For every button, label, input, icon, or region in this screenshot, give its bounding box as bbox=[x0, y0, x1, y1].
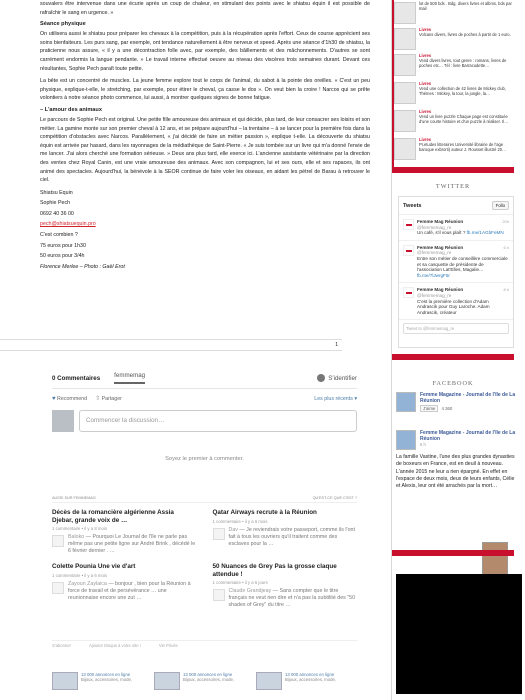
comment-input[interactable]: Commencer la discussion… bbox=[79, 410, 357, 432]
related-title[interactable]: Qatar Airways recrute à la Réunion bbox=[212, 509, 317, 516]
follow-button[interactable]: Follo bbox=[492, 201, 509, 210]
facebook-post-avatar[interactable] bbox=[396, 430, 416, 450]
sort-dropdown[interactable]: Les plus récents ▾ bbox=[314, 395, 357, 402]
empty-comments-label: Soyez le premier à commenter. bbox=[165, 456, 244, 462]
comment-snippet: — bonjour , bien pour la Réunion à force de travail et de persévérance … une reunionnaise encore une zut … bbox=[68, 580, 191, 601]
article-paragraph: On utilisera aussi le shiatsu pour préparer les chevaux à la compétition, puis à la récupération après l'effort. Ceux de course apprécient ses soins bienfaiteurs. Les purs sang, par exemple, ont tendance naturellement à être nerveux et speed. Après une séance d'1h30 de shiatsu, la praticienne nous assure, « il y a une décontraction folle avec, par exemple, des bâillements et des mâchonnements. D'autres se sont carrément endormis la langue pendante. » Le travail interne effectué oeuvre au niveau des viscères trois semaines durant. Devant ces résultantes, Sophie Pech paraît toute petite. bbox=[40, 31, 370, 72]
tweet[interactable] bbox=[399, 283, 513, 320]
tweets-label: Tweets bbox=[403, 202, 422, 209]
ad-sub: Bijoux, accessoires, mode, bbox=[81, 677, 133, 683]
related-title[interactable]: Colette Pounia Une vie d'art bbox=[52, 563, 136, 570]
tweet[interactable] bbox=[399, 241, 513, 284]
avatar bbox=[403, 219, 414, 230]
classified-item[interactable] bbox=[394, 2, 512, 24]
classified-image bbox=[394, 54, 416, 76]
tweet-time: 8 h bbox=[503, 287, 509, 293]
avatar bbox=[52, 535, 64, 547]
article-paragraph: Le parcours de Sophie Pech est original. Une petite fille amoureuse des animaux et qui décide, plus tard, de leur consacrer ses loisirs et son métier. La gamine monte sur son premier cheval à 12 ans, et se prépare aujourd'hui – la trentaine – à se lancer pour la première fois dans la compétition d'obstacles avec Narcos. Parallèlement, « j'ai décidé de faire un métier passion », explique t-elle. La découverte du shiatsu équin est arrivée par hasard, dans les rayonnages de la médiathèque de Saint-Pierre. « Je suis tombée sur un livre qui m'a donné l'envie de me lancer. J'ai alors cherché une formation sérieuse. » Deux ans plus tard, elle exerce ici. L'ancienne assistante vétérinaire par la direction des ventes chez Royal Canin, est une vraie amoureuse des animaux. Avec son compagnon, lui et ses ours, elle et ses rapaces, ils ont animé des spectacles. Aujourd'hui, la bénévole à la SEOR continue de faire voler les oiseaux, en aidant les pétrel de Barau à retrouver le ciel. bbox=[40, 116, 370, 184]
comment-snippet: — Pourquoi Le Journal de l'île ne parle pas même pas une petite ligne sur André Brink , décédé le 6 février dernier . … bbox=[68, 534, 196, 554]
comments-count: 0 Commentaires bbox=[52, 374, 101, 382]
related-title[interactable]: Décès de la romancière algérienne Assia Djebar, grande voix de … bbox=[52, 509, 174, 524]
also-right-label[interactable]: QU'EST-CE QUE C'EST ? bbox=[312, 496, 357, 500]
related-article[interactable] bbox=[213, 509, 358, 555]
ads-row bbox=[52, 672, 357, 690]
classified-image bbox=[394, 28, 416, 50]
classified-tag: Livres bbox=[419, 81, 432, 86]
classified-tag: Livres bbox=[419, 53, 432, 58]
comment-compose bbox=[52, 410, 357, 432]
recommend-button[interactable] bbox=[52, 396, 87, 402]
tweet-author[interactable]: Femme Mag Réunion bbox=[417, 287, 464, 293]
login-button[interactable] bbox=[317, 374, 357, 382]
comments-section bbox=[52, 372, 357, 462]
article-credit: Florence Merlee – Photo : Gaël Erot bbox=[40, 263, 125, 270]
recommend-label: Recommend bbox=[57, 395, 88, 402]
twitter-title: TWITTER bbox=[435, 183, 471, 190]
ad-image bbox=[256, 672, 282, 690]
tweet-time: 6 h bbox=[503, 244, 509, 250]
classified-text: Vend un livre puzzle Chaque page est constituée d'une courte histoire et d'un puzzle à réaliser. Il… bbox=[419, 113, 509, 124]
classified-image bbox=[394, 82, 416, 104]
contact-person: Sophie Pech bbox=[40, 200, 71, 207]
ad-image bbox=[52, 672, 78, 690]
facebook-post-text: La famille Vastine, l'une des plus grandes dynasties de boxeurs en France, est en deuil à nouveau. L'année 2015 ne leur a rien épargné. En effet en l'espace de deux mois, deux de leurs enfants, Célie et Alexis, leur ont été arrachés par la mort… bbox=[396, 454, 515, 490]
twitter-widget bbox=[398, 196, 514, 348]
classified-tag: Livres bbox=[419, 137, 432, 142]
avatar bbox=[403, 287, 414, 298]
tweet-handle: @femmemag_re bbox=[417, 292, 452, 298]
facebook-like-count: 4 360 bbox=[441, 406, 453, 411]
ad-item[interactable] bbox=[256, 672, 352, 690]
subscribe-link[interactable]: S'abonner bbox=[52, 643, 71, 648]
facebook-post-photo[interactable] bbox=[482, 542, 508, 576]
comments-footer bbox=[52, 640, 357, 648]
tweet-author[interactable]: Femme Mag Réunion bbox=[417, 219, 464, 224]
comments-header bbox=[52, 372, 357, 389]
classified-text: Pr.etudes litteraires Université librairie de l'age baroque exbrorti) auteur J. Rousset illustré 20… bbox=[419, 141, 507, 152]
facebook-page-image[interactable] bbox=[396, 392, 416, 412]
tweet[interactable] bbox=[399, 215, 513, 241]
avatar bbox=[52, 582, 64, 594]
tweet-compose-input[interactable]: Tweet to @femmemag_re bbox=[403, 323, 509, 334]
related-meta: 1 commentaire • il y a 8 mois bbox=[52, 526, 107, 531]
related-article[interactable] bbox=[52, 563, 197, 609]
pagination bbox=[0, 339, 342, 351]
section-heading-physique: Séance physique bbox=[40, 21, 86, 28]
classified-image bbox=[394, 138, 416, 160]
heart-icon: ♥ bbox=[52, 395, 56, 402]
page-number[interactable]: 1 bbox=[335, 342, 338, 348]
tweet-handle: @femmemag_re bbox=[417, 250, 452, 256]
article bbox=[40, 0, 370, 275]
tweet-author[interactable]: Femme Mag Réunion bbox=[417, 244, 464, 250]
login-label: S'identifier bbox=[328, 374, 357, 382]
comment-author: Claude Grandjeay bbox=[228, 588, 272, 594]
also-on-site bbox=[52, 496, 357, 609]
comment-author: Zayoun Zaylaica bbox=[68, 580, 107, 587]
ad-image bbox=[154, 672, 180, 690]
user-icon bbox=[317, 374, 325, 382]
comment-author: Dav bbox=[228, 526, 238, 533]
comments-actions bbox=[52, 395, 357, 402]
tweet-text: C'est la première collection d'Adam Andrascik pour Guy Laroche. Adam Andrascik, créateur bbox=[417, 298, 490, 315]
avatar bbox=[403, 245, 414, 256]
avatar bbox=[213, 528, 225, 540]
section-divider bbox=[392, 167, 514, 173]
facebook-page bbox=[396, 392, 518, 412]
section-divider bbox=[392, 550, 514, 556]
tweet-time: 20h bbox=[502, 219, 509, 224]
article-paragraph: souvalers être intervenue dans une écurie après un coup de chaleur, en stimulant des points avec le shiatsu équin il est possible de rafraîchir le sang en urgence. » bbox=[40, 1, 370, 16]
ad-item[interactable] bbox=[154, 672, 250, 690]
comments-site-tab[interactable]: femmemag bbox=[114, 372, 145, 384]
classified-text: Vend une collection de 42 livres de Mickey club, Thémes : Mickey, la tour, la jungle, la… bbox=[419, 85, 506, 96]
facebook-like-button[interactable]: J'aime bbox=[420, 405, 438, 412]
facebook-title: FACEBOOK bbox=[432, 380, 474, 387]
classified-item[interactable] bbox=[394, 54, 512, 76]
facebook-page-name[interactable]: Femme Magazine - Journal de l'île de La Réunion bbox=[420, 392, 516, 404]
privacy-link[interactable]: Vie Privée bbox=[158, 643, 178, 648]
tweet-handle: @femmemag_re bbox=[417, 224, 452, 230]
sort-label: Les plus récents bbox=[314, 395, 353, 402]
also-header bbox=[52, 496, 357, 503]
contact-phone: 0692 40 36 00 bbox=[40, 210, 74, 217]
facebook-post-time: 6 h bbox=[420, 442, 426, 447]
avatar bbox=[52, 410, 74, 432]
section-heading-amour: – L'amour des animaux bbox=[40, 106, 102, 113]
ad-title: 13 000 annonces en ligne bbox=[285, 672, 335, 677]
ad-placeholder[interactable] bbox=[396, 574, 522, 694]
facebook-post-header bbox=[396, 430, 518, 450]
classified-text: lot de 500 bds . Bdg, divers livres et albms, bds par mail bbox=[419, 1, 512, 11]
classified-image bbox=[394, 2, 416, 24]
classified-item[interactable] bbox=[394, 110, 512, 132]
tweet-link[interactable]: fb.me/1AGbFeMN bbox=[466, 230, 504, 236]
share-icon: ⇧ bbox=[95, 396, 101, 402]
price-line: 75 euros pour 1h30 bbox=[40, 242, 86, 249]
twitter-header bbox=[399, 197, 513, 215]
classified-item[interactable] bbox=[394, 28, 512, 50]
article-paragraph: La bête est un concentré de muscles. La jeune femme explore tout le corps de l'animal, du sabot à la pointe des oreilles. « C'est un peu physique, explique-t-elle, le stretching, par exemple, pour étirer le cheval, ça casse le dos ». On veut bien la croire ! Narcos qui se prête volontiers à notre séance photo commence, lui aussi, à montrer quelques signes de bonne fatigue. bbox=[40, 78, 370, 102]
facebook-widget bbox=[396, 392, 518, 490]
comment-snippet: — Sans compter que le titre français ne veut rien dire et n'a pas la subtilité des "50 shades of Grey" du titre … bbox=[228, 588, 356, 608]
share-button[interactable] bbox=[95, 395, 122, 402]
related-meta: 1 commentaire • il y a 6 mois bbox=[52, 572, 107, 578]
price-line: 50 euros pour 3/4h bbox=[40, 253, 85, 260]
related-meta: 1 commentaire • il y a 6 jours bbox=[212, 580, 268, 585]
contact-name: Shiatsu Equin bbox=[40, 189, 73, 196]
tweet-text: Entre son métier de conseillère commerciale et sa casquette de présidente de l'association Lat'Elles, Magalie… bbox=[417, 255, 508, 273]
ad-title: 13 000 annonces en ligne bbox=[81, 672, 131, 677]
comment-author: Baloko bbox=[68, 534, 85, 540]
related-article[interactable] bbox=[213, 563, 358, 609]
ad-sub: Bijoux, accessoires, mode, bbox=[285, 677, 337, 683]
classified-item[interactable] bbox=[394, 82, 512, 104]
add-disqus-link[interactable]: Ajoutez Disqus à votre site ! bbox=[88, 643, 141, 648]
related-article[interactable] bbox=[52, 509, 197, 555]
facebook-post-author[interactable]: Femme Magazine - Journal de l'île de La Réunion bbox=[420, 430, 516, 442]
share-label: Partager bbox=[101, 396, 122, 402]
related-title[interactable]: 50 Nuances de Grey Pas la grosse claque attendue ! bbox=[212, 563, 337, 578]
classified-tag: Livres bbox=[419, 27, 432, 32]
classified-text: Volcans divers, livres de poches à partir de 1 euro. bbox=[419, 31, 511, 37]
classified-image bbox=[394, 110, 416, 132]
contact-email-link[interactable]: pech@shiatsuequin.pro bbox=[40, 221, 96, 228]
classified-text: Vend divers livres, tout genre : romans, livres de poches etc… Tél : livre Barracudette… bbox=[419, 57, 507, 68]
section-divider bbox=[392, 354, 514, 360]
related-meta: 1 commentaire • il y a 6 mois bbox=[212, 518, 268, 524]
classified-tag: Livres bbox=[419, 109, 432, 114]
price-label: C'est combien ? bbox=[40, 232, 78, 239]
tweet-text: Un café, s'il vous plaît ? bbox=[417, 230, 466, 236]
avatar bbox=[213, 589, 225, 601]
tweet-link[interactable]: fb.me/7lJwrgF5r bbox=[417, 272, 450, 278]
also-left-label: AUSSI SUR FEMMEMAG bbox=[52, 496, 96, 500]
ad-title: 13 000 annonces en ligne bbox=[183, 672, 233, 677]
classified-item[interactable] bbox=[394, 138, 512, 160]
comment-snippet: — Je reviendrais votre passeport, comme ils l'ont fait à tous les ouvriers qu'il traitent comme des esclaves pour la … bbox=[228, 526, 355, 547]
ad-sub: Bijoux, accessoires, mode, bbox=[183, 677, 235, 683]
ad-item[interactable] bbox=[52, 672, 148, 690]
